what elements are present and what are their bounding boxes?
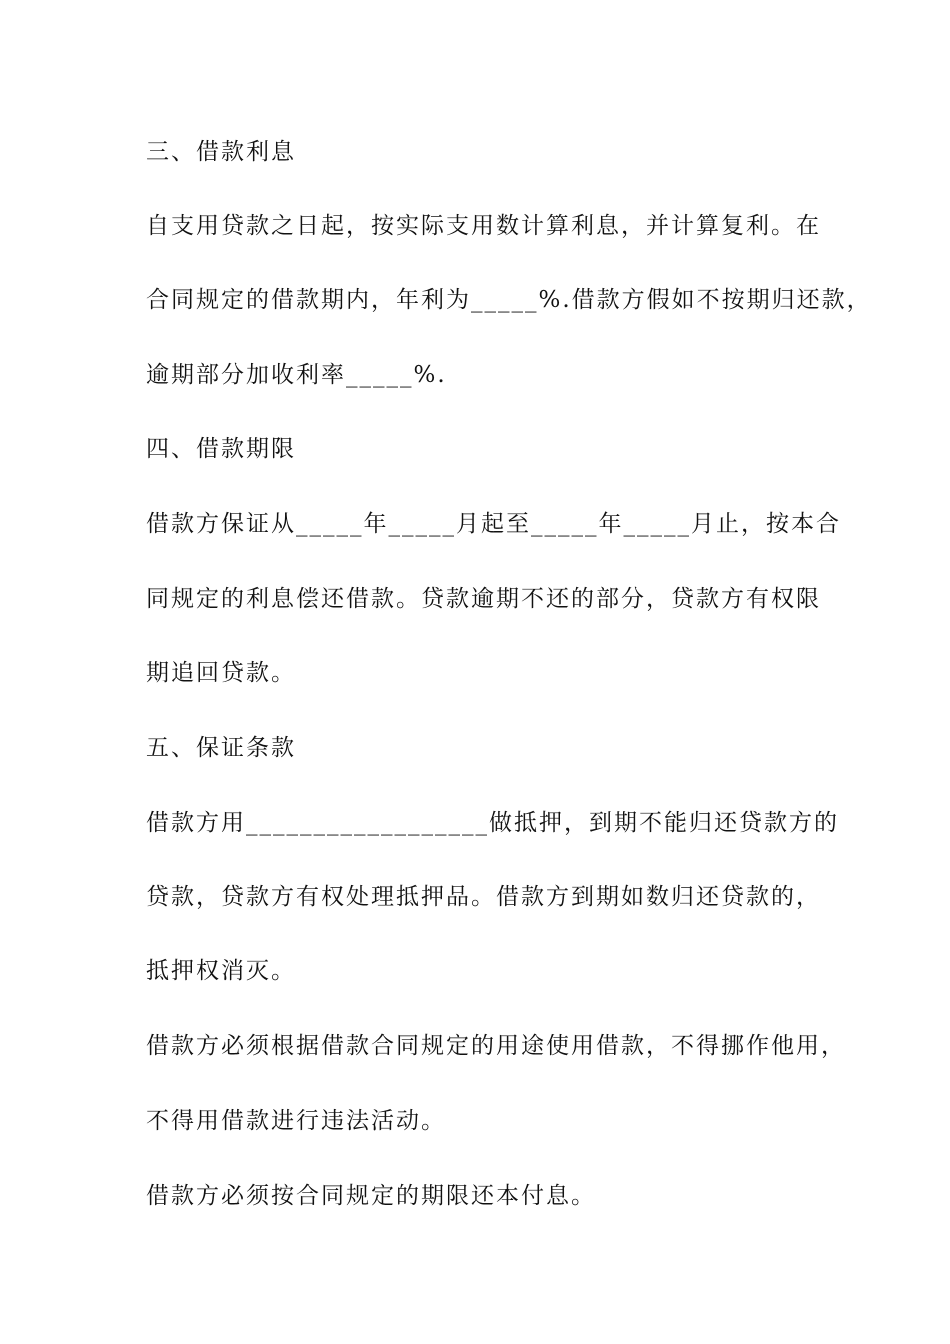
paragraph-line: 自支用贷款之日起，按实际支用数计算利息，并计算复利。在 xyxy=(146,213,821,239)
paragraph-line: 期追回贷款。 xyxy=(146,660,296,686)
paragraph-line: 同规定的利息偿还借款。贷款逾期不还的部分，贷款方有权限 xyxy=(146,586,821,612)
section-heading-guarantee: 五、保证条款 xyxy=(146,735,296,761)
section-heading-term: 四、借款期限 xyxy=(146,436,296,462)
paragraph-line: 借款方必须根据借款合同规定的用途使用借款，不得挪作他用， xyxy=(146,1033,846,1059)
section-heading-interest: 三、借款利息 xyxy=(146,139,296,165)
paragraph-line: 贷款，贷款方有权处理抵押品。借款方到期如数归还贷款的， xyxy=(146,884,821,910)
paragraph-line: 借款方必须按合同规定的期限还本付息。 xyxy=(146,1183,596,1209)
paragraph-line: 借款方保证从_____年_____月起至_____年_____月止，按本合 xyxy=(146,511,841,537)
paragraph-line: 合同规定的借款期内，年利为_____%.借款方假如不按期归还款， xyxy=(146,287,872,313)
paragraph-line: 抵押权消灭。 xyxy=(146,958,296,984)
paragraph-line: 不得用借款进行违法活动。 xyxy=(146,1108,446,1134)
paragraph-line: 借款方用__________________做抵押，到期不能归还贷款方的 xyxy=(146,810,839,836)
paragraph-line: 逾期部分加收利率_____%. xyxy=(146,362,447,388)
